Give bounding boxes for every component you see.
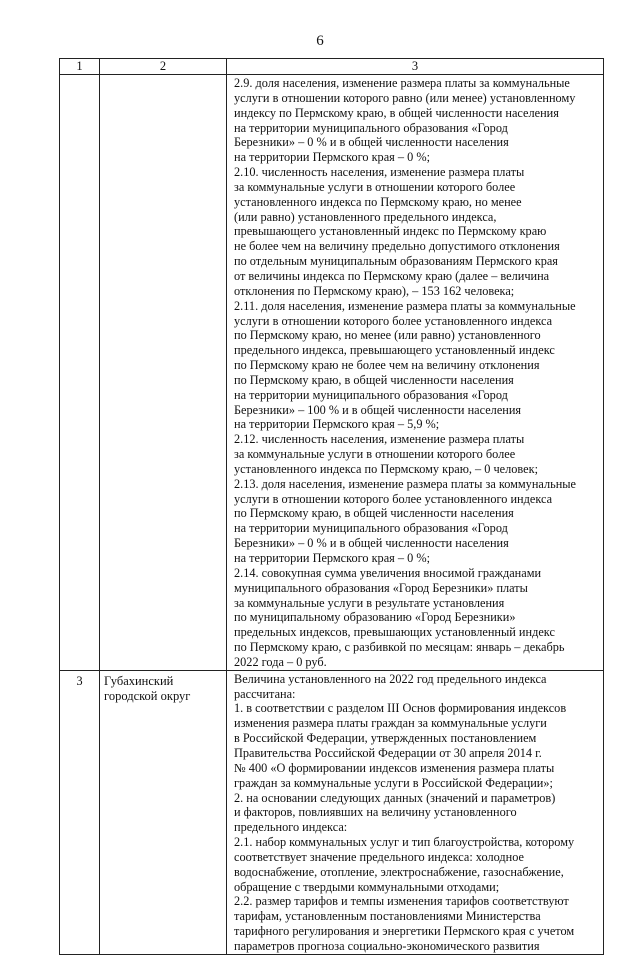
text-line: на территории Пермского края – 5,9 %; [234, 417, 440, 432]
text-line: и факторов, повлиявших на величину установленного [234, 805, 517, 820]
text-line: 2.13. доля населения, изменение размера платы за коммунальные [234, 476, 577, 491]
text-line: муниципального образования «Город Березники» платы [234, 580, 528, 595]
text-line: 2.11. доля населения, изменение размера платы за коммунальные [234, 298, 576, 313]
text-line: изменения размера платы граждан за коммунальные услуги [234, 716, 547, 731]
text-line: за коммунальные услуги в отношении которого более [234, 179, 516, 194]
text-line: соответствует значение предельного индекса: холодное [234, 849, 524, 864]
text-line: Березники» – 100 % и в общей численности населения [234, 402, 522, 417]
text-line: (или равно) установленного предельного индекса, [234, 209, 497, 224]
text-line: 2.12. численность населения, изменение размера платы [234, 432, 525, 447]
text-line: услуги в отношении которого более установленного индекса [234, 491, 553, 506]
content-cell [227, 75, 604, 671]
text-line: тарифного регулирования и энергетики Пермского края с учетом [234, 924, 575, 939]
row-number-cell [60, 75, 100, 671]
region-cell [100, 75, 227, 671]
text-line: по Пермскому краю, но менее (или равно) установленного [234, 328, 541, 343]
text-line: на территории муниципального образования «Город [234, 521, 508, 536]
header-cell-3: 3 [227, 59, 604, 75]
text-line: обращение с твердыми коммунальными отходами; [234, 879, 500, 894]
text-line: 1. в соответствии с разделом III Основ формирования индексов [234, 701, 567, 716]
text-line: по Пермскому краю, в общей численности населения [234, 506, 514, 521]
text-line: 2.10. численность населения, изменение размера платы [234, 165, 525, 180]
text-line: Величина установленного на 2022 год предельного индекса [234, 671, 547, 686]
text-line: 2.14. совокупная сумма увеличения вносимой гражданами [234, 565, 542, 580]
text-line: по Пермскому краю, с разбивкой по месяцам: январь – декабрь [234, 640, 565, 655]
page-number: 6 [316, 33, 324, 49]
table-row [60, 75, 604, 671]
text-line: предельного индекса: [234, 820, 348, 835]
table-header-row [60, 59, 604, 75]
text-line: от величины индекса по Пермскому краю (далее – величина [234, 268, 550, 283]
text-line: индексу по Пермскому краю, в общей численности населения [234, 105, 559, 120]
text-line: водоснабжение, отопление, электроснабжение, газоснабжение, [234, 864, 564, 879]
text-line: 2.9. доля населения, изменение размера платы за коммунальные [234, 76, 570, 90]
text-line: на территории муниципального образования «Город [234, 120, 508, 135]
text-line: 2.2. размер тарифов и темпы изменения тарифов соответствуют [234, 894, 569, 909]
text-line: установленного индекса по Пермскому краю, но менее [234, 194, 522, 209]
text-line: рассчитана: [234, 686, 296, 701]
text-line: услуги в отношении которого более установленного индекса [234, 313, 553, 328]
header-cell-1: 1 [60, 59, 100, 75]
text-line: за коммунальные услуги в отношении которого более [234, 447, 516, 462]
text-line: за коммунальные услуги в результате установления [234, 595, 505, 610]
text-line: на территории Пермского края – 0 %; [234, 551, 430, 565]
text-line: № 400 «О формировании индексов изменения размера платы [234, 760, 555, 775]
row-number-cell: 3 [60, 670, 100, 954]
text-line: 2. на основании следующих данных (значений и параметров) [234, 790, 556, 805]
text-line: на территории муниципального образования «Город [234, 387, 508, 402]
text-line: по муниципальному образованию «Город Березники» [234, 610, 516, 625]
document-table [59, 58, 604, 955]
text-line: отклонения по Пермскому краю), – 153 162 человека; [234, 283, 515, 298]
text-line: граждан за коммунальные услуги в Российской Федерации»; [234, 775, 553, 790]
text-line: по Пермскому краю не более чем на величину отклонения [234, 358, 540, 373]
text-line: тарифам, установленным постановлениями Министерства [234, 909, 541, 924]
text-line: на территории Пермского края – 0 %; [234, 150, 430, 165]
text-line: по Пермскому краю, в общей численности населения [234, 372, 514, 387]
text-line: 2022 года – 0 руб. [234, 654, 327, 669]
text-line: установленного индекса по Пермскому краю, – 0 человек; [234, 461, 538, 476]
region-cell: Губахинский городской округ [100, 670, 227, 954]
text-line: Березники» – 0 % и в общей численности населения [234, 536, 509, 551]
table-row [60, 670, 604, 954]
text-line: превышающего установленный индекс по Пермскому краю [234, 224, 547, 239]
text-line: Правительства Российской Федерации от 30 апреля 2014 г. [234, 745, 542, 760]
text-line: 2.1. набор коммунальных услуг и тип благоустройства, которому [234, 835, 575, 850]
text-line: услуги в отношении которого равно (или менее) установленному [234, 90, 576, 105]
text-line: предельных индексов, превышающих установленный индекс [234, 625, 555, 640]
content-cell [227, 670, 604, 954]
text-line: предельного индекса, превышающего установленный индекс [234, 343, 555, 358]
text-line: параметров прогноза социально-экономического развития [234, 938, 540, 953]
text-line: в Российской Федерации, утвержденных постановлением [234, 731, 537, 746]
text-line: по отдельным муниципальным образованиям Пермского края [234, 254, 558, 269]
header-cell-2: 2 [100, 59, 227, 75]
text-line: Березники» – 0 % и в общей численности населения [234, 135, 509, 150]
text-line: не более чем на величину предельно допустимого отклонения [234, 239, 560, 254]
